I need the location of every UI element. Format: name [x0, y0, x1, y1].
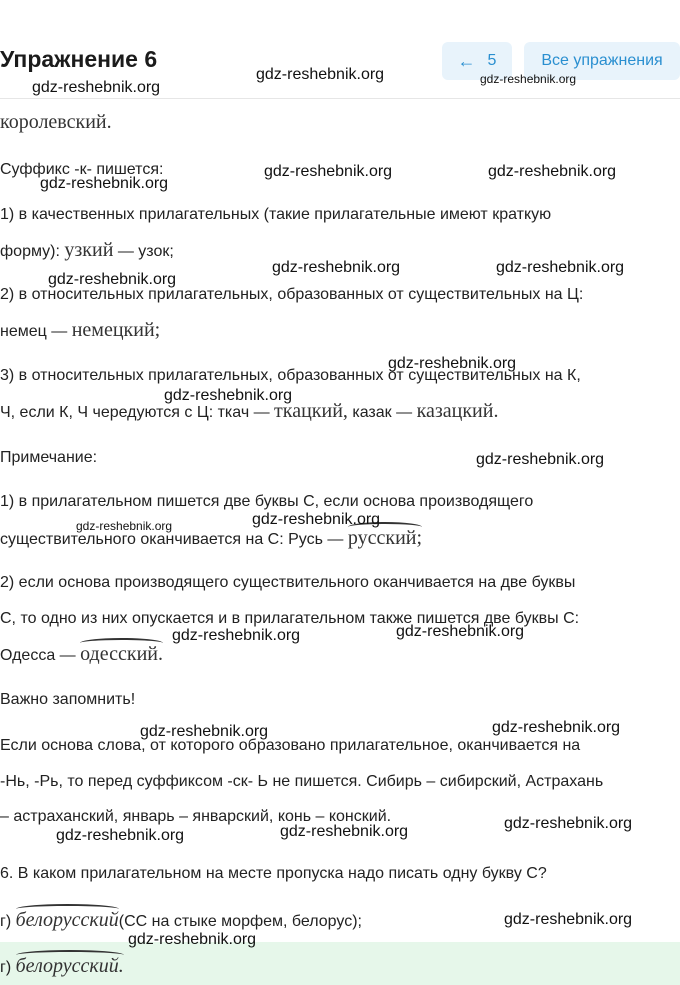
rule-1-line-2: [0, 240, 174, 262]
rule-text: Ч, если К, Ч чередуются с Ц: ткач —: [0, 404, 270, 421]
watermark: gdz-reshebnik.org: [488, 163, 617, 180]
important-title: Важно запомнить!: [0, 691, 136, 708]
important-line-3: – астраханский, январь – январский, конь – конский.: [0, 808, 392, 825]
answer-label: г): [0, 959, 12, 976]
rule-text: — узок;: [117, 243, 174, 260]
important-line-2: -Нь, -Рь, то перед суффиксом -ск- Ь не пишется. Сибирь – сибирский, Астрахань: [0, 773, 604, 790]
rule-text: казак —: [352, 404, 413, 421]
watermark: gdz-reshebnik.org: [32, 79, 161, 96]
prev-exercise-label: 5: [487, 52, 497, 69]
watermark: gdz-reshebnik.org: [496, 259, 625, 276]
note-2-line-1: 2) если основа производящего существительного оканчивается на две буквы: [0, 574, 576, 591]
watermark: gdz-reshebnik.org: [252, 511, 381, 528]
watermark: gdz-reshebnik.org: [56, 827, 185, 844]
option-label: г): [0, 913, 12, 930]
watermark: gdz-reshebnik.org: [264, 163, 393, 180]
watermark: gdz-reshebnik.org: [48, 271, 177, 288]
watermark: gdz-reshebnik.org: [476, 451, 605, 468]
watermark: gdz-reshebnik.org: [76, 519, 173, 533]
option-g: [0, 910, 362, 932]
watermark: gdz-reshebnik.org: [492, 719, 621, 736]
morpheme-word: королевский.: [0, 111, 112, 133]
watermark: gdz-reshebnik.org: [128, 931, 257, 948]
answer-line: [0, 956, 124, 978]
note-1-line-2: [0, 528, 422, 550]
rule-1-line-1: 1) в качественных прилагательных (такие прилагательные имеют краткую: [0, 206, 552, 223]
watermark: gdz-reshebnik.org: [140, 723, 269, 740]
morpheme-word: узкий: [64, 239, 114, 261]
watermark: gdz-reshebnik.org: [272, 259, 401, 276]
morpheme-word: казацкий.: [416, 400, 499, 422]
rule-2-line-2: [0, 320, 160, 342]
option-note: (СС на стыке морфем, белорус);: [118, 913, 362, 930]
answer-word: белорусский.: [15, 955, 124, 977]
morpheme-word: русский;: [347, 527, 423, 549]
watermark: gdz-reshebnik.org: [504, 911, 633, 928]
watermark: gdz-reshebnik.org: [164, 387, 293, 404]
rule-2-line-1: 2) в относительных прилагательных, образованных от существительных на Ц:: [0, 286, 584, 303]
important-line-1: Если основа слова, от которого образовано прилагательное, оканчивается на: [0, 737, 581, 754]
watermark: gdz-reshebnik.org: [396, 623, 525, 640]
watermark: gdz-reshebnik.org: [504, 815, 633, 832]
morpheme-word: немецкий;: [71, 319, 161, 341]
morpheme-word: ткацкий,: [274, 400, 348, 422]
rule-text: немец —: [0, 323, 68, 340]
text-line: [0, 112, 112, 134]
morpheme-word: белорусский: [15, 909, 119, 931]
watermark: gdz-reshebnik.org: [388, 355, 517, 372]
watermark: gdz-reshebnik.org: [256, 66, 385, 83]
note-2-line-2: С, то одно из них опускается и в прилагательном также пишется две буквы С:: [0, 610, 580, 627]
morpheme-word: одесский.: [80, 643, 163, 665]
rule-text: форму):: [0, 243, 60, 260]
note-2-line-3: [0, 644, 163, 666]
note-title: Примечание:: [0, 449, 98, 466]
note-1-line-1: 1) в прилагательном пишется две буквы С, если основа производящего: [0, 493, 534, 510]
watermark: gdz-reshebnik.org: [172, 627, 301, 644]
question-text: 6. В каком прилагательном на месте пропуска надо писать одну букву С?: [0, 865, 547, 882]
watermark: gdz-reshebnik.org: [40, 175, 169, 192]
rule-text: Одесса —: [0, 647, 76, 664]
rule-3-line-1: 3) в относительных прилагательных, образованных от существительных на К,: [0, 367, 581, 384]
rule-text: существительного оканчивается на С: Русь —: [0, 531, 344, 548]
page-title: Упражнение 6: [0, 46, 158, 72]
watermark: gdz-reshebnik.org: [480, 72, 577, 86]
arrow-left-icon: ←: [457, 50, 476, 71]
all-exercises-button[interactable]: Все упражнения: [524, 42, 680, 80]
watermark: gdz-reshebnik.org: [280, 823, 409, 840]
suffix-intro: Суффикс -к- пишется:: [0, 161, 164, 178]
